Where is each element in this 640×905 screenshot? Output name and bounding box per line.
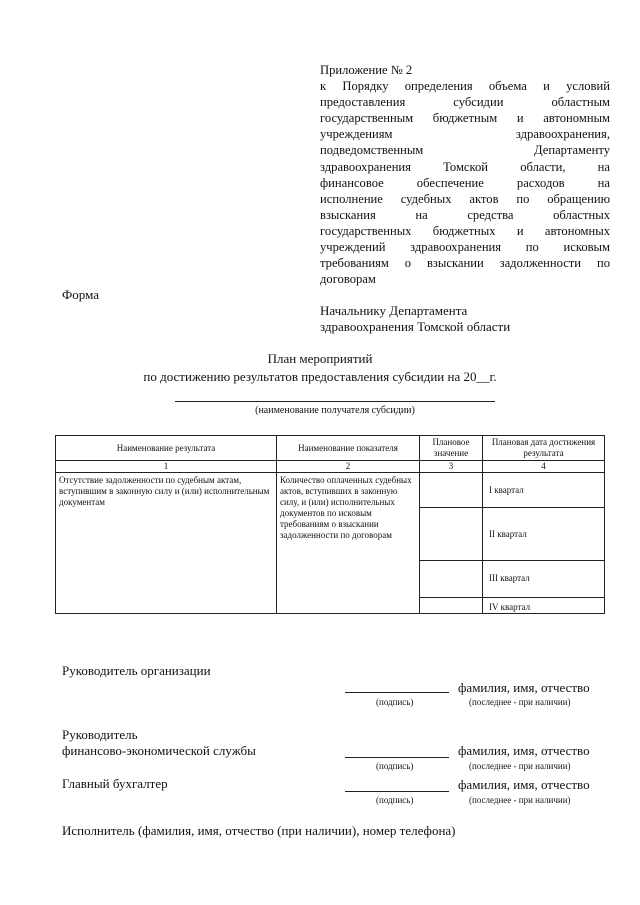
appendix-line: учреждениям здравоохранения, xyxy=(320,127,610,142)
appendix-line: учреждений здравоохранения по исковым xyxy=(320,240,610,255)
appendix-line: требованиям о взыскании задолженности по xyxy=(320,256,610,271)
accountant-label: Главный бухгалтер xyxy=(62,776,168,791)
addressee-line-2: здравоохранения Томской области xyxy=(320,319,511,334)
planned-value-cell xyxy=(420,508,483,560)
name-caption: (последнее - при наличии) xyxy=(469,761,571,771)
appendix-line: здравоохранения Томской области, на xyxy=(320,159,610,174)
signature-line xyxy=(345,692,449,693)
form-label: Форма xyxy=(62,287,99,302)
appendix-line: предоставления субсидии областным xyxy=(320,95,610,110)
appendix-line: государственным бюджетным и автономным xyxy=(320,111,610,126)
signature-caption: (подпись) xyxy=(376,697,414,707)
name-caption: (последнее - при наличии) xyxy=(469,697,571,707)
header-planned-date: Плановая дата достижения результата xyxy=(483,436,605,461)
signature-line xyxy=(345,791,449,792)
indicator-cell: Количество оплаченных судебных актов, вступивших в законную силу, и (или) исполнительных документов по исковым требованиям о взыскании задолженности по договорам xyxy=(277,473,420,614)
finance-label-2: финансово-экономической службы xyxy=(62,743,256,758)
appendix-title: Приложение № 2 xyxy=(320,63,413,77)
plan-subtitle: по достижению результатов предоставления субсидии на 20__г. xyxy=(143,369,497,384)
appendix-line: государственных бюджетных и автономных xyxy=(320,223,610,238)
header-planned-value: Плановое значение xyxy=(420,436,483,461)
column-number: 2 xyxy=(277,461,420,473)
executor-label: Исполнитель (фамилия, имя, отчество (при наличии), номер телефона) xyxy=(62,823,456,838)
name-text: фамилия, имя, отчество xyxy=(458,680,590,695)
appendix-line: договорам xyxy=(320,272,376,287)
appendix-line: исполнение судебных актов по обращению xyxy=(320,191,610,206)
column-number: 4 xyxy=(483,461,605,473)
appendix-line: взыскания на средства областных xyxy=(320,207,610,222)
name-text: фамилия, имя, отчество xyxy=(458,777,590,792)
planned-value-cell xyxy=(420,473,483,508)
result-cell: Отсутствие задолженности по судебным актам, вступившим в законную силу и (или) исполнительным документам xyxy=(56,473,277,614)
signature-line xyxy=(345,757,449,758)
recipient-caption: (наименование получателя субсидии) xyxy=(255,405,415,416)
appendix-line: подведомственным Департаменту xyxy=(320,143,610,158)
quarter-cell: III квартал xyxy=(483,560,605,597)
signature-caption: (подпись) xyxy=(376,795,414,805)
column-number: 1 xyxy=(56,461,277,473)
appendix-line: финансовое обеспечение расходов на xyxy=(320,175,610,190)
appendix-block xyxy=(320,62,610,287)
name-caption: (последнее - при наличии) xyxy=(469,795,571,805)
finance-label-1: Руководитель xyxy=(62,727,138,742)
plan-title: План мероприятий xyxy=(267,351,373,366)
plan-table xyxy=(55,435,605,614)
header-result: Наименование результата xyxy=(56,436,277,461)
signature-caption: (подпись) xyxy=(376,761,414,771)
name-text: фамилия, имя, отчество xyxy=(458,743,590,758)
addressee-line-1: Начальнику Департамента xyxy=(320,303,468,318)
quarter-cell: II квартал xyxy=(483,508,605,560)
planned-value-cell xyxy=(420,560,483,597)
recipient-line xyxy=(175,401,495,402)
header-indicator: Наименование показателя xyxy=(277,436,420,461)
appendix-line: к Порядку определения объема и условий xyxy=(320,79,610,94)
head-label: Руководитель организации xyxy=(62,663,211,678)
quarter-cell: IV квартал xyxy=(483,597,605,613)
column-number: 3 xyxy=(420,461,483,473)
planned-value-cell xyxy=(420,597,483,613)
quarter-cell: I квартал xyxy=(483,473,605,508)
